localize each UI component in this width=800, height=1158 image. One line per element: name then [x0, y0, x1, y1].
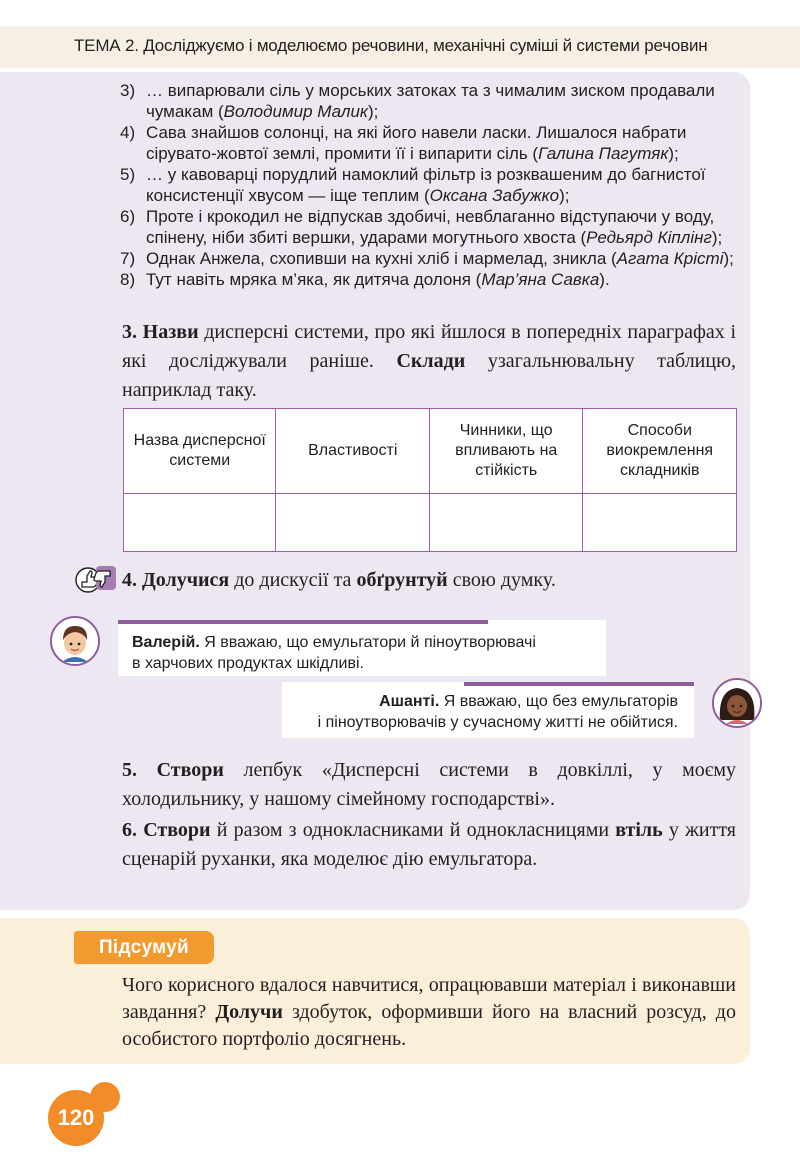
boy-avatar-icon [52, 618, 98, 664]
table-header-row [124, 409, 737, 494]
summary-tag: Підсумуй [74, 931, 214, 964]
table-header-cell: Властивості [276, 409, 430, 494]
avatar-ashanti [712, 678, 762, 728]
task-4: 4. Долучися до дискусії та обґрунтуй свою думку. [122, 569, 556, 591]
table-header-cell: Чинники, що впливають на стійкість [429, 409, 583, 494]
list-item: 8) Тут навіть мряка м’яка, як дитяча долоня (Мар’яна Савка). [120, 270, 610, 289]
dispersion-table [123, 408, 737, 552]
summary-text: Чого корисного вдалося навчитися, опрацювавши матеріал і виконавши завдання? Долучи здобуток, оформивши його на власний розсуд, до особистого портфоліо досягнень. [122, 974, 736, 1050]
avatar-valeriy [50, 616, 100, 666]
bubble-accent-bar [118, 620, 488, 624]
task-3: 3. Назви дисперсні системи, про які йшлося в попередніх параграфах і які досліджували раніше. Склади узагальнювальну таблицю, наприклад таку. [122, 321, 737, 401]
thumbs-up-down-icon [74, 560, 118, 600]
list-item: 6) Проте і крокодил не відпускав здобичі, невблаганно відступаючи у воду, спінену, ніби збиті вершки, ударами могутнього хвоста (Редьярд Кіплінг); [120, 207, 723, 247]
task-6: 6. Створи й разом з однокласниками й однокласницями втіль у життя сценарій руханки, яка моделює дію емульгатора. [122, 819, 737, 870]
page-header-title: ТЕМА 2. Досліджуємо і моделюємо речовини, механічні суміші й системи речовин [74, 36, 708, 55]
valeriy-quote: Валерій. Я вважаю, що емульгатори й піноутворювачі в харчових продуктах шкідливі. [132, 634, 536, 672]
list-item: 7) Однак Анжела, схопивши на кухні хліб і мармелад, зникла (Агата Крісті); [120, 249, 734, 268]
table-cell [276, 494, 430, 552]
bubble-accent-bar [464, 682, 694, 686]
page-number: 120 [48, 1090, 104, 1146]
list-item: 4) Сава знайшов солонці, на які його навели ласки. Лишалося набрати сірувато-жовтої землі, промити її і випарити сіль (Галина Пагутяк); [120, 123, 687, 163]
ashanti-quote: Ашанті. Я вважаю, що без емульгаторів і піноутворювачів у сучасному житті не обійтися. [317, 693, 678, 731]
quote-list [120, 80, 740, 290]
speech-bubble-ashanti [282, 682, 694, 738]
list-item: 3) … випарювали сіль у морських затоках та з чималим зиском продавали чумакам (Володимир Малик); [120, 81, 715, 121]
table-cell [429, 494, 583, 552]
girl-avatar-icon [714, 680, 760, 726]
table-header-cell: Способи виокремлення складників [583, 409, 737, 494]
table-row [124, 494, 737, 552]
table-cell [583, 494, 737, 552]
list-item: 5) … у кавоварці порудлий намоклий фільтр із розквашеним до багнистої консистенції хвусом — іще теплим (Оксана Забужко); [120, 165, 706, 205]
table-header-cell: Назва дисперсної системи [124, 409, 276, 494]
table-cell [124, 494, 276, 552]
task-5: 5. Створи лепбук «Дисперсні системи в довкіллі, у моєму холодильнику, у нашому сімейному господарстві». [122, 759, 736, 810]
speech-bubble-valeriy [118, 620, 606, 676]
